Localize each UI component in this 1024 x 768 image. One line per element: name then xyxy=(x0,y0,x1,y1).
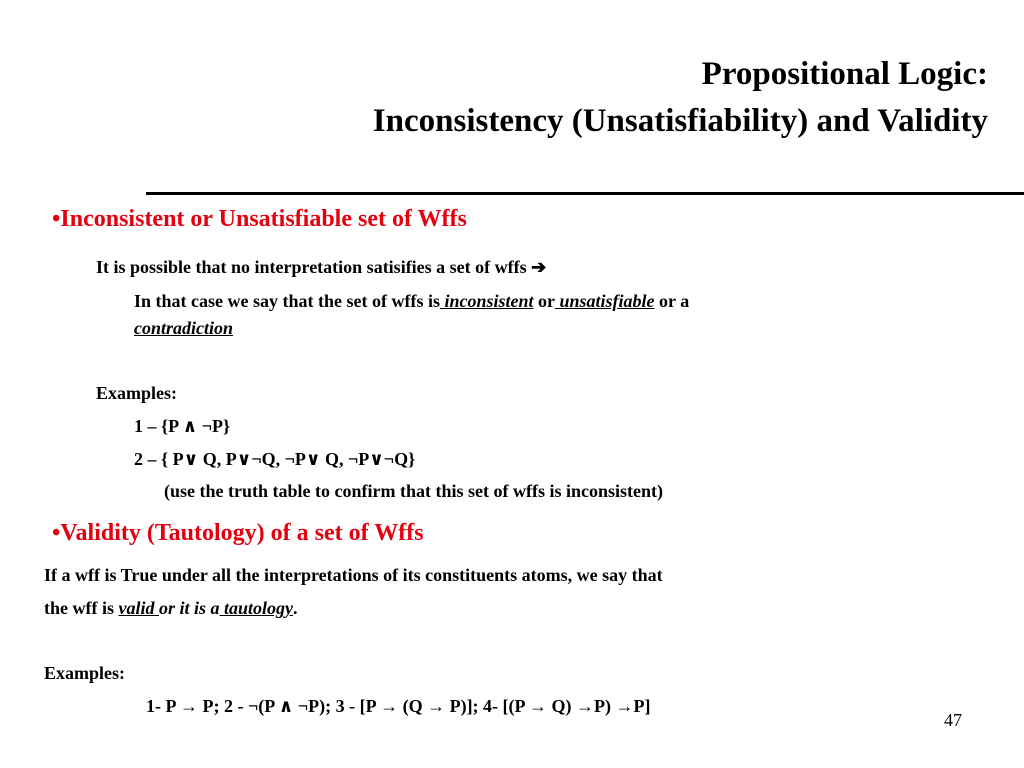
section-heading-inconsistent: •Inconsistent or Unsatisfiable set of Wffs xyxy=(52,206,467,232)
right-arrow-icon: ➔ xyxy=(531,257,547,277)
definition-or: or xyxy=(533,291,555,311)
example-item-1: 1 – {P ∧ ¬P} xyxy=(134,416,231,436)
inconsistent-definition xyxy=(134,291,689,312)
slide-title-line1: Propositional Logic: xyxy=(701,56,988,92)
validity-text-mid: or it is a xyxy=(159,598,220,618)
term-contradiction: contradiction xyxy=(134,318,234,338)
slide-title-line2: Inconsistency (Unsatisfiability) and Validity xyxy=(372,103,988,139)
validity-text-start: the wff is xyxy=(44,598,119,618)
section-heading-validity: •Validity (Tautology) of a set of Wffs xyxy=(52,520,424,546)
title-divider xyxy=(146,192,1024,195)
term-tautology: tautology xyxy=(219,598,294,618)
validity-definition-line2 xyxy=(44,598,298,619)
examples-label-2: Examples: xyxy=(44,663,125,683)
example-item-2: 2 – { P∨ Q, P∨¬Q, ¬P∨ Q, ¬P∨¬Q} xyxy=(134,449,416,469)
inconsistent-intro xyxy=(96,257,546,278)
term-contradiction-line xyxy=(134,318,233,339)
page-number: 47 xyxy=(944,710,962,730)
validity-definition-line1: If a wff is True under all the interpretations of its constituents atoms, we say that xyxy=(44,565,663,585)
definition-or-a: or a xyxy=(654,291,690,311)
intro-text: It is possible that no interpretation satisifies a set of wffs xyxy=(96,257,527,277)
term-inconsistent: inconsistent xyxy=(439,291,534,311)
validity-examples: 1- P → P; 2 - ¬(P ∧ ¬P); 3 - [P → (Q → P)]; 4- [(P → Q) →P) →P] xyxy=(146,696,651,716)
term-valid: valid xyxy=(118,598,159,618)
validity-text-end: . xyxy=(293,598,298,618)
term-unsatisfiable: unsatisfiable xyxy=(555,291,655,311)
example-note: (use the truth table to confirm that this set of wffs is inconsistent) xyxy=(164,481,663,501)
examples-label-1: Examples: xyxy=(96,383,177,403)
definition-text: In that case we say that the set of wffs is xyxy=(134,291,440,311)
